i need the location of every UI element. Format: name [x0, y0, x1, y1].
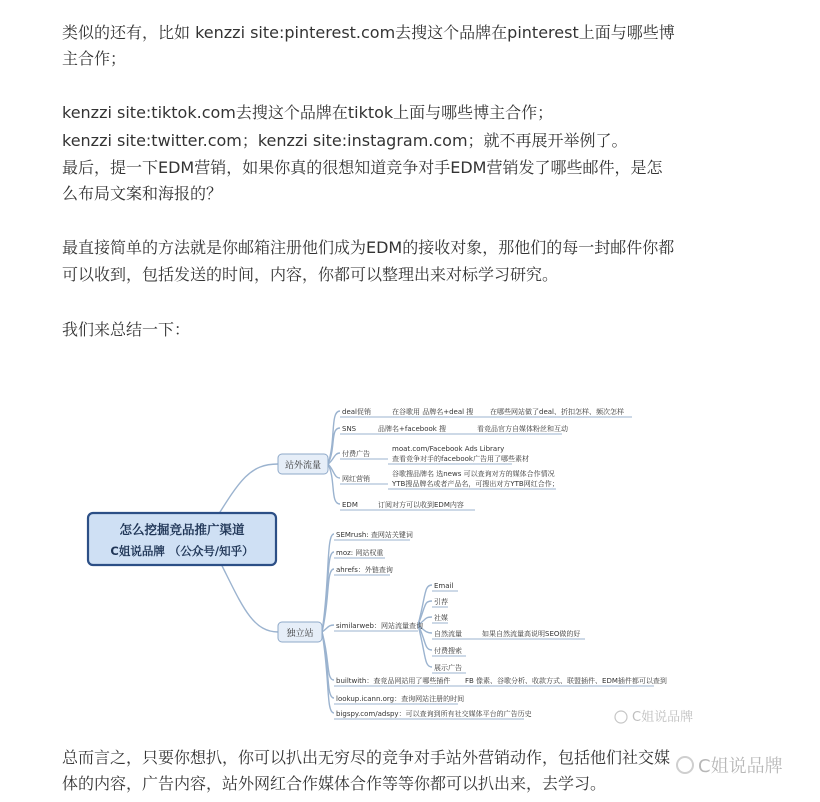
article-line-7: 最直接简单的方法就是你邮箱注册他们成为EDM的接收对象，那他们的每一封邮件你都: [62, 238, 675, 257]
offsite-kol: 网红营销: [342, 475, 370, 483]
offsite-deal: deal促销: [342, 408, 371, 416]
website-lookup: lookup.icann.org：查询网站注册的时间: [336, 695, 465, 703]
similarweb-paid-search: 付费搜索: [434, 647, 462, 655]
branch-offsite-label: 站外流量: [284, 461, 322, 471]
website-similarweb: similarweb：网站流量查询: [336, 622, 423, 630]
article-line-1: 类似的还有，比如 kenzzi site:pinterest.com去搜这个品牌在pinterest上面与哪些博: [62, 23, 675, 42]
wechat-watermark-icon: [676, 756, 694, 774]
article-line-5: 最后，提一下EDM营销，如果你真的很想知道竞争对手EDM营销发了哪些邮件，是怎: [62, 158, 663, 177]
article-line-2: 主合作；: [62, 49, 127, 68]
similarweb-organic: 自然流量: [434, 630, 462, 638]
root-title: 怎么挖掘竞品推广渠道: [119, 522, 245, 537]
website-moz: moz: 网站权重: [336, 549, 384, 557]
image-watermark: [615, 709, 693, 725]
similarweb-email: Email: [434, 582, 454, 590]
website-ahrefs: ahrefs：外链查询: [336, 566, 393, 574]
builtwith-note: FB 像素、谷歌分析、收款方式、联盟插件、EDM插件都可以查到: [465, 677, 667, 685]
offsite-edm: EDM: [342, 501, 358, 509]
article-line-6: 么布局文案和海报的？: [62, 184, 223, 203]
similarweb-referral: 引荐: [434, 598, 448, 606]
edge-root-offsite: [215, 464, 278, 520]
offsite-sns-detail: 品牌名+facebook 搜: [378, 425, 447, 433]
offsite-sns: SNS: [342, 425, 357, 433]
offsite-ads-detail2: 查看竞争对手的facebook广告用了哪些素材: [392, 455, 529, 463]
offsite-deal-detail: 在谷歌用 品牌名+deal 搜: [392, 408, 474, 416]
mindmap-diagram: [0, 380, 820, 730]
article-line-3: kenzzi site:tiktok.com去搜这个品牌在tiktok上面与哪些博主合作；: [62, 103, 554, 122]
offsite-sns-extra: 看竞品官方自媒体粉丝和互动: [477, 425, 568, 433]
page-watermark-text: C姐说品牌: [698, 756, 783, 777]
website-builtwith: builtwith：查竞品网站用了哪些插件: [336, 677, 451, 685]
website-semrush: SEMrush: 查网站关键词: [336, 531, 413, 539]
branch-website-label: 独立站: [286, 629, 314, 639]
similarweb-display-ads: 展示广告: [434, 664, 462, 672]
summary-line-2: 体的内容，广告内容，站外网红合作媒体合作等等你都可以扒出来，去学习。: [62, 774, 607, 793]
offsite-ads: 付费广告: [342, 450, 370, 458]
article-line-9: 我们来总结一下：: [62, 320, 191, 339]
image-watermark-text: C姐说品牌: [632, 710, 694, 725]
root-subtitle: C姐说品牌 （公众号/知乎）: [110, 544, 254, 558]
similarweb-social: 社媒: [434, 614, 448, 622]
article-line-4: kenzzi site:twitter.com；kenzzi site:instagram.com；就不再展开举例了。: [62, 131, 628, 150]
offsite-kol-detail: 谷歌搜品牌名 选news 可以查询对方的媒体合作情况: [392, 470, 555, 478]
website-bigspy: bigspy.com/adspy：可以查询到所有社交媒体平台的广告历史: [336, 710, 532, 718]
summary-line-1: 总而言之，只要你想扒，你可以扒出无穷尽的竞争对手站外营销动作，包括他们社交媒: [62, 748, 671, 767]
wechat-icon: [615, 711, 627, 723]
offsite-deal-extra: 在哪些网站做了deal、折扣怎样、频次怎样: [490, 408, 624, 416]
offsite-edm-detail: 订阅对方可以收到EDM内容: [378, 501, 464, 509]
page-watermark: [676, 752, 783, 778]
offsite-kol-detail2: YTB搜品牌名或者产品名，可搜出对方YTB网红合作；: [392, 480, 559, 488]
organic-note: 如果自然流量高说明SEO做的好: [482, 630, 581, 638]
article-line-8: 可以收到，包括发送的时间，内容，你都可以整理出来对标学习研究。: [62, 265, 559, 284]
offsite-ads-detail: moat.com/Facebook Ads Library: [392, 445, 505, 453]
